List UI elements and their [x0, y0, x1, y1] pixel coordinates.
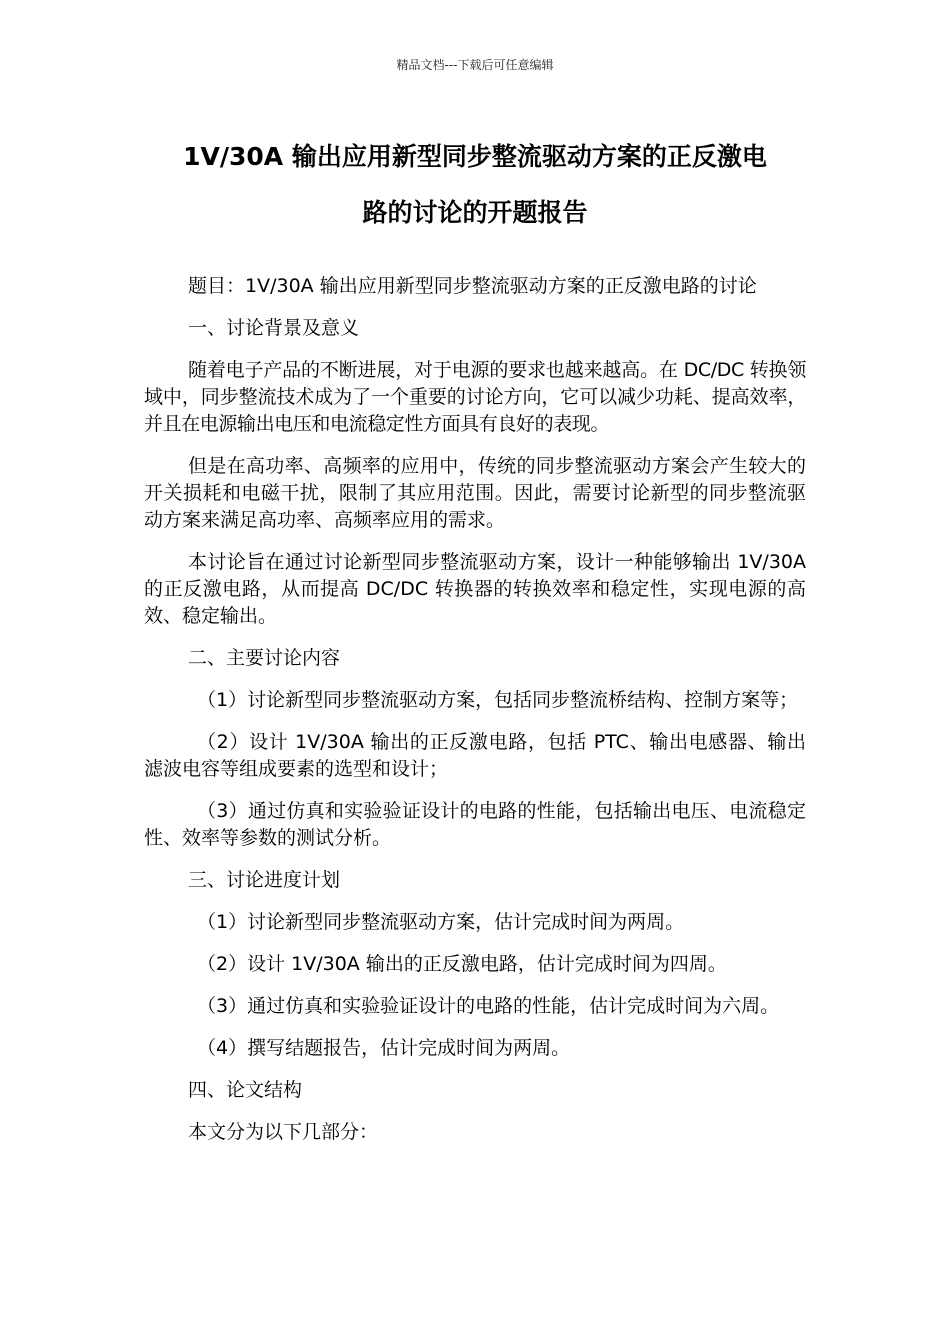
header-note: 精品文档---下载后可任意编辑	[396, 58, 554, 72]
schedule-item-1: （1）讨论新型同步整流驱动方案，估计完成时间为两周。	[197, 911, 685, 933]
topic-paragraph: 题目：1V/30A 输出应用新型同步整流驱动方案的正反激电路的讨论	[188, 275, 757, 297]
document-title-line-2: 路的讨论的开题报告	[362, 198, 588, 227]
document-title-line-1: 1V/30A 输出应用新型同步整流驱动方案的正反激电	[183, 142, 767, 171]
background-paragraph-1: 随着电子产品的不断进展，对于电源的要求也越来越高。在 DC/DC 转换领域中，同步整流技术成为了一个重要的讨论方向，它可以减少功耗、提高效率，并且在电源输出电压和电流稳定性方面具有良好的表现。	[144, 359, 806, 435]
section-heading-structure: 四、论文结构	[188, 1079, 303, 1101]
structure-intro: 本文分为以下几部分：	[188, 1121, 379, 1143]
background-paragraph-3: 本讨论旨在通过讨论新型同步整流驱动方案，设计一种能够输出 1V/30A 的正反激电路，从而提高 DC/DC 转换器的转换效率和稳定性，实现电源的高效、稳定输出。	[144, 551, 806, 627]
schedule-item-3: （3）通过仿真和实验验证设计的电路的性能，估计完成时间为六周。	[197, 995, 780, 1017]
content-item-2: （2）设计 1V/30A 输出的正反激电路，包括 PTC、输出电感器、输出滤波电容等组成要素的选型和设计；	[144, 731, 806, 780]
section-heading-background: 一、讨论背景及意义	[188, 317, 360, 339]
document-body	[144, 273, 806, 1161]
section-heading-content: 二、主要讨论内容	[188, 647, 341, 669]
schedule-item-2: （2）设计 1V/30A 输出的正反激电路，估计完成时间为四周。	[197, 953, 727, 975]
section-heading-schedule: 三、讨论进度计划	[188, 869, 341, 891]
content-item-1: （1）讨论新型同步整流驱动方案，包括同步整流桥结构、控制方案等；	[197, 689, 799, 711]
content-item-3: （3）通过仿真和实验验证设计的电路的性能，包括输出电压、电流稳定性、效率等参数的测试分析。	[144, 800, 806, 849]
schedule-item-4: （4）撰写结题报告，估计完成时间为两周。	[197, 1037, 571, 1059]
background-paragraph-2: 但是在高功率、高频率的应用中，传统的同步整流驱动方案会产生较大的开关损耗和电磁干扰，限制了其应用范围。因此，需要讨论新型的同步整流驱动方案来满足高功率、高频率应用的需求。	[144, 455, 806, 531]
